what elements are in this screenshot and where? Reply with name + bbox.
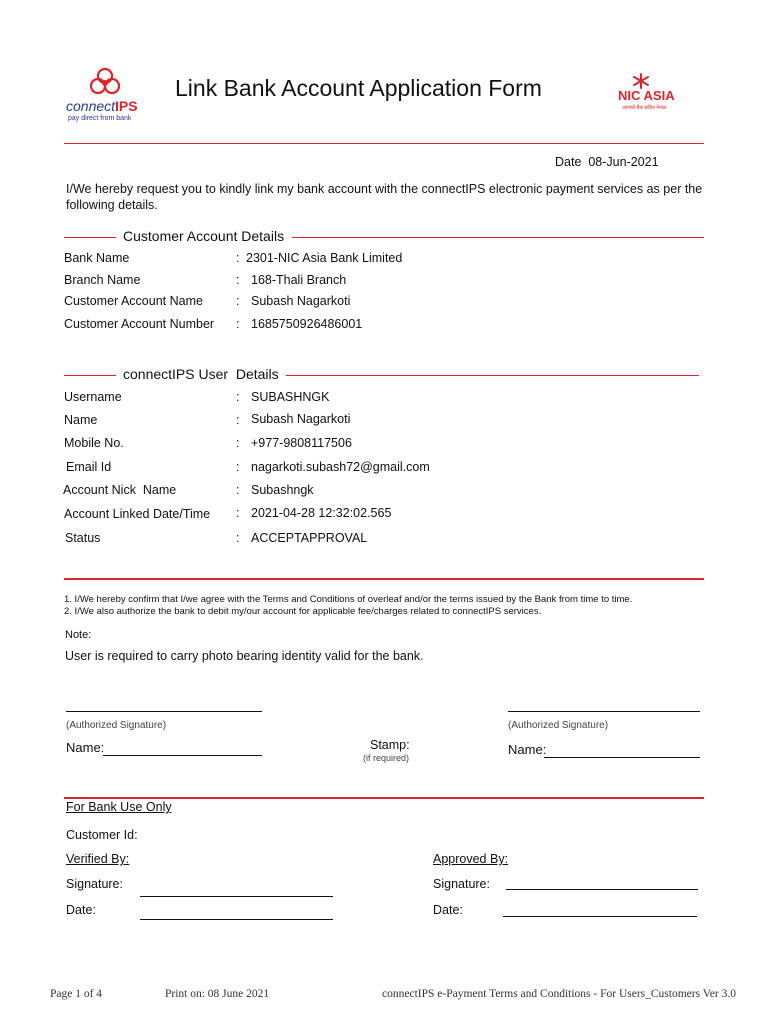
name-line-right	[544, 757, 700, 758]
note-text: User is required to carry photo bearing identity valid for the bank.	[65, 649, 424, 663]
row-colon: :	[236, 390, 240, 404]
row-label: Account Linked Date/Time	[64, 507, 211, 521]
customer-heading-line-left	[64, 237, 116, 238]
bank-date-line-left	[140, 919, 333, 920]
row-label: Status	[65, 531, 101, 545]
row-label: Email Id	[66, 460, 112, 474]
user-heading-line-left	[64, 375, 116, 376]
row-value: nagarkoti.subash72@gmail.com	[251, 460, 430, 474]
row-value: 2301-NIC Asia Bank Limited	[246, 251, 403, 265]
connectips-brand-bold: IPS	[115, 98, 138, 114]
approved-by-label: Approved By:	[433, 852, 509, 866]
signature-line-right	[508, 711, 700, 712]
row-value: 2021-04-28 12:32:02.565	[251, 506, 392, 520]
stamp-label: Stamp:	[370, 738, 410, 752]
row-label: Name	[64, 413, 98, 427]
row-colon: :	[236, 317, 240, 331]
bank-use-divider	[64, 797, 704, 799]
terms-list	[64, 594, 632, 618]
intro-text: I/We hereby request you to kindly link my bank account with the connectIPS electronic payment services as per the following details.	[66, 182, 703, 212]
nic-asia-logo	[612, 72, 692, 117]
row-value: Subash Nagarkoti	[251, 412, 351, 426]
row-label: Bank Name	[64, 251, 130, 265]
row-colon: :	[236, 531, 240, 545]
terms-divider	[64, 578, 704, 580]
nic-asia-tagline: आपको बैंक सहित नेपाल	[622, 105, 667, 111]
footer-print: Print on: 08 June 2021	[165, 988, 270, 1000]
row-label: Mobile No.	[64, 436, 124, 450]
footer-doc: connectIPS e-Payment Terms and Conditions - For Users_Customers Ver 3.0	[382, 988, 736, 1000]
date-label-right: Date:	[433, 903, 463, 917]
signature-label-left: Signature:	[66, 877, 123, 891]
signature-label-right: Signature:	[433, 877, 490, 891]
row-value: 168-Thali Branch	[251, 273, 347, 287]
row-label: Customer Account Number	[64, 317, 215, 331]
verified-by-label: Verified By:	[66, 852, 130, 866]
footer-page: Page 1 of 4	[50, 988, 103, 1000]
name-line-left	[103, 755, 262, 756]
bank-use-heading: For Bank Use Only	[66, 800, 172, 814]
signature-line-left	[66, 711, 262, 712]
row-colon: :	[236, 460, 240, 474]
row-value: ACCEPTAPPROVAL	[251, 531, 368, 545]
user-details-heading: connectIPS User Details	[123, 366, 279, 382]
bank-signature-line-left	[140, 896, 333, 897]
date-label: Date	[555, 155, 582, 169]
row-value: Subash Nagarkoti	[251, 294, 351, 308]
header-divider	[64, 143, 704, 144]
terms-item: 1. I/We hereby confirm that I/we agree with the Terms and Conditions of overleaf and/or the terms issued by the Bank from time to time.	[64, 594, 633, 605]
bank-date-line-right	[503, 916, 697, 917]
row-label: Username	[64, 390, 122, 404]
connectips-brand: connect	[66, 98, 116, 114]
customer-id-label: Customer Id:	[66, 828, 138, 842]
date-label-left: Date:	[66, 903, 96, 917]
row-label: Account Nick Name	[63, 483, 177, 497]
row-colon: :	[236, 436, 240, 450]
row-colon: :	[236, 413, 240, 427]
row-value: Subashngk	[251, 483, 314, 497]
name-label-right: Name:	[508, 742, 547, 757]
page-title: Link Bank Account Application Form	[175, 75, 542, 101]
row-colon: :	[236, 294, 240, 308]
connectips-tagline: pay direct from bank	[68, 115, 132, 122]
stamp-hint: (if required)	[363, 753, 410, 763]
authorized-signature-left: (Authorized Signature)	[66, 720, 167, 731]
row-value: +977-9808117506	[251, 436, 352, 450]
row-colon: :	[236, 251, 240, 265]
row-value: SUBASHNGK	[251, 390, 330, 404]
name-label-left: Name:	[66, 740, 105, 755]
note-label: Note:	[65, 629, 92, 641]
date-value: 08-Jun-2021	[588, 155, 659, 169]
user-heading-line-right	[286, 375, 699, 376]
connectips-logo	[66, 66, 146, 126]
row-colon: :	[236, 506, 240, 520]
date-field	[555, 155, 659, 169]
customer-account-heading: Customer Account Details	[123, 228, 285, 244]
row-label: Customer Account Name	[64, 294, 203, 308]
customer-heading-line-right	[292, 237, 704, 238]
row-colon: :	[236, 273, 240, 287]
authorized-signature-right: (Authorized Signature)	[508, 720, 609, 731]
terms-item: 2. I/We also authorize the bank to debit my/our account for applicable fee/charges related to connectIPS services.	[64, 606, 542, 617]
row-value: 1685750926486001	[251, 317, 363, 331]
row-label: Branch Name	[64, 273, 141, 287]
connectips-flower-icon	[88, 66, 122, 100]
nic-asia-brand: NIC ASIA	[618, 88, 675, 103]
bank-signature-line-right	[506, 889, 698, 890]
row-colon: :	[236, 483, 240, 497]
